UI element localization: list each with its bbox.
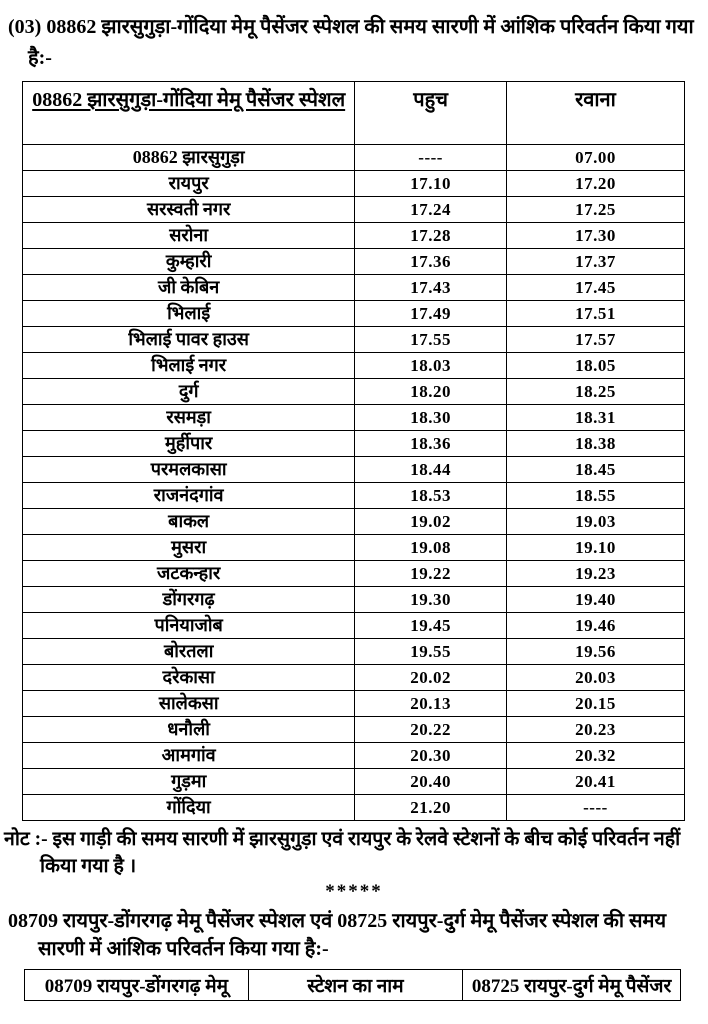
departure-time-cell: 19.46: [506, 613, 684, 639]
timetable-row: [23, 275, 685, 301]
arrival-time-cell: 19.30: [355, 587, 507, 613]
departure-time-cell: 18.55: [506, 483, 684, 509]
timetable2-header-row: [25, 970, 681, 1001]
departure-time-cell: 18.31: [506, 405, 684, 431]
departure-time-cell: 07.00: [506, 145, 684, 171]
arrival-time-cell: 17.36: [355, 249, 507, 275]
arrival-time-cell: 18.30: [355, 405, 507, 431]
station-name-cell: भिलाई नगर: [23, 353, 355, 379]
departure-time-cell: 17.25: [506, 197, 684, 223]
arrival-time-cell: 20.13: [355, 691, 507, 717]
station-name-cell: सरोना: [23, 223, 355, 249]
departure-time-cell: 17.30: [506, 223, 684, 249]
timetable-row: [23, 379, 685, 405]
station-name-cell: सालेकसा: [23, 691, 355, 717]
arrival-time-cell: 18.44: [355, 457, 507, 483]
train-08709-header: 08709 रायपुर-डोंगरगढ़ मेमू: [25, 970, 249, 1001]
arrival-time-cell: 19.45: [355, 613, 507, 639]
arrival-time-cell: 17.49: [355, 301, 507, 327]
station-name-cell: भिलाई पावर हाउस: [23, 327, 355, 353]
arrival-time-cell: ----: [355, 145, 507, 171]
station-name-cell: मुर्हीपार: [23, 431, 355, 457]
timetable-row: [23, 197, 685, 223]
train-name-header-text: 08862 झारसुगुड़ा-गोंदिया मेमू पैसेंजर स्पेशल: [32, 89, 346, 111]
timetable-08709-08725: [24, 969, 681, 1001]
timetable-row: [23, 743, 685, 769]
timetable-row: [23, 301, 685, 327]
station-name-column-header: स्टेशन का नाम: [248, 970, 463, 1001]
departure-time-cell: 20.32: [506, 743, 684, 769]
departure-time-cell: 18.25: [506, 379, 684, 405]
station-name-cell: धनौली: [23, 717, 355, 743]
arrival-time-cell: 17.24: [355, 197, 507, 223]
timetable-header-row: [23, 82, 685, 145]
station-name-cell: दुर्ग: [23, 379, 355, 405]
timetable-08862: [22, 81, 685, 821]
timetable-row: [23, 327, 685, 353]
arrival-time-cell: 20.30: [355, 743, 507, 769]
timetable-row: [23, 587, 685, 613]
station-name-cell: जटकन्हार: [23, 561, 355, 587]
departure-time-cell: 20.41: [506, 769, 684, 795]
arrival-time-cell: 19.55: [355, 639, 507, 665]
arrival-time-cell: 17.55: [355, 327, 507, 353]
station-name-cell: पनियाजोब: [23, 613, 355, 639]
departure-time-cell: 19.23: [506, 561, 684, 587]
arrival-time-cell: 20.40: [355, 769, 507, 795]
timetable-row: [23, 561, 685, 587]
departure-time-cell: 17.37: [506, 249, 684, 275]
departure-time-cell: 18.05: [506, 353, 684, 379]
departure-time-cell: 19.03: [506, 509, 684, 535]
timetable-row: [23, 691, 685, 717]
second-section-heading: 08709 रायपुर-डोंगरगढ़ मेमू पैसेंजर स्पेशल एवं 08725 रायपुर-दुर्ग मेमू पैसेंजर स्पेशल की समय सारणी में आंशिक परिवर्तन किया गया है:-: [8, 910, 667, 960]
arrival-time-cell: 19.08: [355, 535, 507, 561]
departure-time-cell: 19.56: [506, 639, 684, 665]
arrival-time-cell: 20.22: [355, 717, 507, 743]
arrival-time-cell: 18.53: [355, 483, 507, 509]
station-name-cell: मुसरा: [23, 535, 355, 561]
station-name-cell: राजनंदगांव: [23, 483, 355, 509]
arrival-time-cell: 17.43: [355, 275, 507, 301]
station-name-cell: 08862 झारसुगुड़ा: [23, 145, 355, 171]
station-name-cell: जी केबिन: [23, 275, 355, 301]
departure-time-cell: ----: [506, 795, 684, 821]
arrival-time-cell: 18.20: [355, 379, 507, 405]
timetable-row: [23, 249, 685, 275]
timetable-row: [23, 639, 685, 665]
timetable-row: [23, 769, 685, 795]
departure-time-cell: 20.23: [506, 717, 684, 743]
departure-time-cell: 17.45: [506, 275, 684, 301]
timetable-row: [23, 665, 685, 691]
arrival-time-cell: 18.03: [355, 353, 507, 379]
station-name-cell: आमगांव: [23, 743, 355, 769]
arrival-time-cell: 19.02: [355, 509, 507, 535]
timetable-row: [23, 145, 685, 171]
timetable-row: [23, 405, 685, 431]
timetable-row: [23, 171, 685, 197]
departure-time-cell: 18.45: [506, 457, 684, 483]
station-name-cell: गुड़मा: [23, 769, 355, 795]
station-name-cell: कुम्हारी: [23, 249, 355, 275]
departure-time-cell: 20.03: [506, 665, 684, 691]
station-name-cell: भिलाई: [23, 301, 355, 327]
note-paragraph: नोट :- इस गाड़ी की समय सारणी में झारसुगुड़ा एवं रायपुर के रेलवे स्टेशनों के बीच कोई परिवर्तन नहीं किया गया है ।: [4, 829, 681, 877]
separator-stars: *****: [325, 881, 383, 902]
timetable-row: [23, 509, 685, 535]
arrival-time-cell: 19.22: [355, 561, 507, 587]
station-name-cell: सरस्वती नगर: [23, 197, 355, 223]
timetable-row: [23, 431, 685, 457]
departure-time-cell: 20.15: [506, 691, 684, 717]
train-08725-header: 08725 रायपुर-दुर्ग मेमू पैसेंजर: [463, 970, 681, 1001]
station-name-cell: बोरतला: [23, 639, 355, 665]
departure-time-cell: 19.40: [506, 587, 684, 613]
station-name-cell: रायपुर: [23, 171, 355, 197]
departure-time-cell: 17.20: [506, 171, 684, 197]
timetable-body: [23, 145, 685, 821]
arrival-time-cell: 17.10: [355, 171, 507, 197]
arrival-time-cell: 17.28: [355, 223, 507, 249]
departure-time-cell: 19.10: [506, 535, 684, 561]
departure-time-cell: 18.38: [506, 431, 684, 457]
timetable-row: [23, 613, 685, 639]
timetable-row: [23, 717, 685, 743]
arrival-time-cell: 21.20: [355, 795, 507, 821]
station-name-cell: परमलकासा: [23, 457, 355, 483]
timetable-row: [23, 795, 685, 821]
timetable-row: [23, 535, 685, 561]
departure-time-cell: 17.57: [506, 327, 684, 353]
timetable-row: [23, 457, 685, 483]
timetable-row: [23, 353, 685, 379]
station-name-cell: दरेकासा: [23, 665, 355, 691]
arrival-column-header: पहुच: [355, 82, 507, 145]
train-name-header: [23, 82, 355, 145]
arrival-time-cell: 18.36: [355, 431, 507, 457]
station-name-cell: गोंदिया: [23, 795, 355, 821]
section-heading: (03) 08862 झारसुगुड़ा-गोंदिया मेमू पैसेंजर स्पेशल की समय सारणी में आंशिक परिवर्तन किया गया है:-: [8, 16, 694, 69]
station-name-cell: बाकल: [23, 509, 355, 535]
arrival-time-cell: 20.02: [355, 665, 507, 691]
station-name-cell: डोंगरगढ़: [23, 587, 355, 613]
departure-column-header: रवाना: [506, 82, 684, 145]
timetable-row: [23, 223, 685, 249]
station-name-cell: रसमड़ा: [23, 405, 355, 431]
timetable-row: [23, 483, 685, 509]
departure-time-cell: 17.51: [506, 301, 684, 327]
